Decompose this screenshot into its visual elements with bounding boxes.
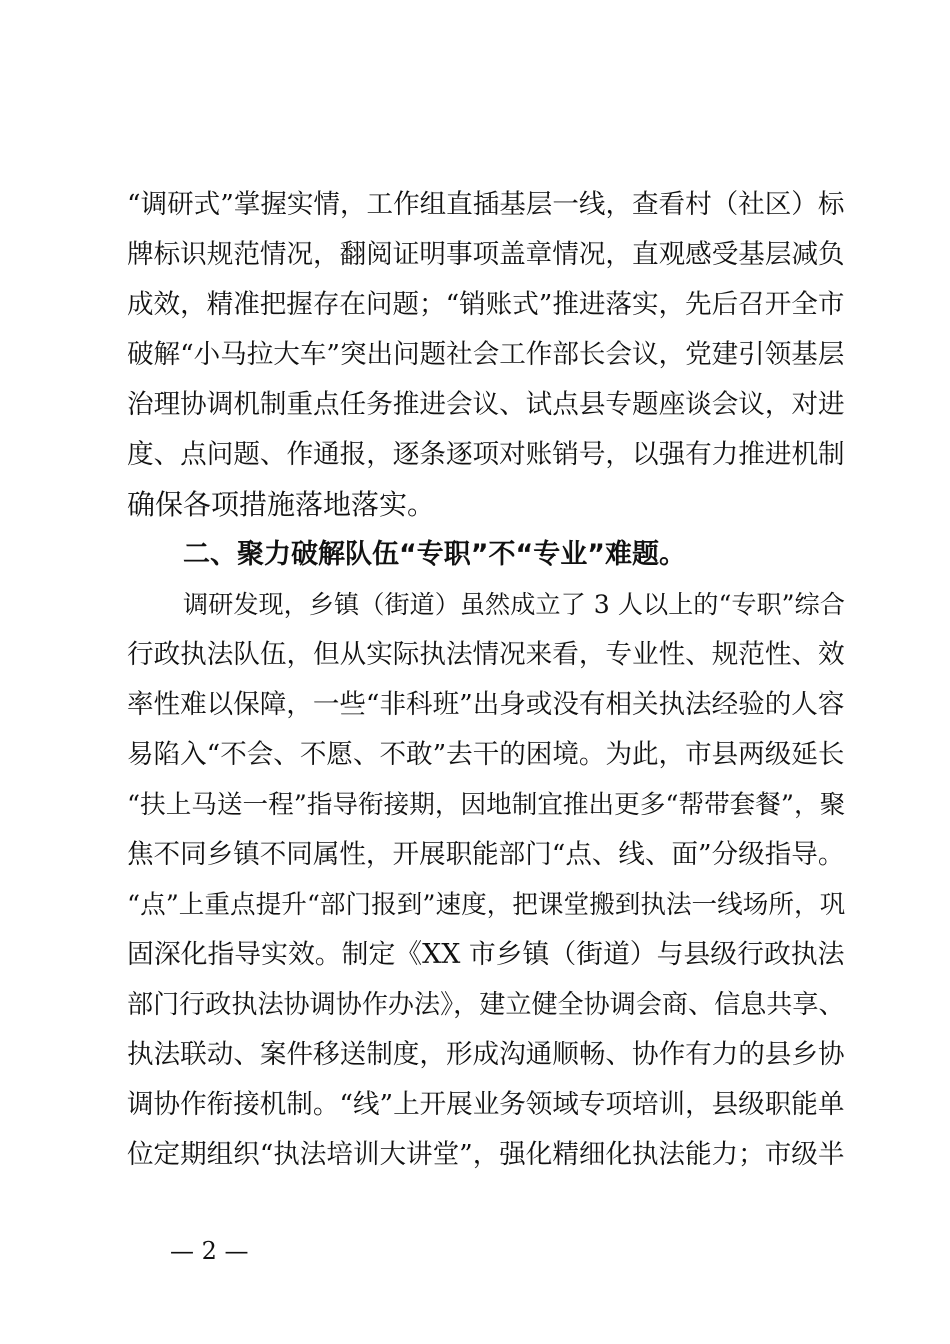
paragraph-1-line-5: 治理协调机制重点任务推进会议、试点县专题座谈会议，对进	[127, 389, 845, 420]
paragraph-1-line-2: 牌标识规范情况，翻阅证明事项盖章情况，直观感受基层减负	[127, 239, 845, 270]
paragraph-2-line-10: 执法联动、案件移送制度，形成沟通顺畅、协作有力的县乡协	[127, 1039, 845, 1070]
paragraph-1-line-4: 破解“小马拉大车”突出问题社会工作部长会议，党建引领基层	[127, 339, 845, 370]
paragraph-2-line-7: “点”上重点提升“部门报到”速度，把课堂搬到执法一线场所，巩	[127, 890, 846, 920]
paragraph-2-line-1: 调研发现，乡镇（街道）虽然成立了 3 人以上的“专职”综合	[183, 590, 845, 619]
paragraph-2-line-8: 固深化指导实效。制定《XX 市乡镇（街道）与县级行政执法	[127, 939, 845, 970]
paragraph-2-line-2: 行政执法队伍，但从实际执法情况来看，专业性、规范性、效	[127, 639, 845, 670]
section-heading: 二、聚力破解队伍“专职”不“专业”难题。	[183, 539, 686, 570]
page-number: — 2 —	[170, 1237, 249, 1265]
paragraph-2-line-12: 位定期组织“执法培训大讲堂”，强化精细化执法能力；市级半	[127, 1139, 845, 1170]
paragraph-2-line-5: “扶上马送一程”指导衔接期，因地制宜推出更多“帮带套餐”，聚	[127, 790, 846, 820]
paragraph-1-line-6: 度、点问题、作通报，逐条逐项对账销号，以强有力推进机制	[127, 439, 845, 470]
paragraph-2-line-6: 焦不同乡镇不同属性，开展职能部门“点、线、面”分级指导。	[127, 839, 845, 870]
paragraph-2-line-3: 率性难以保障，一些“非科班”出身或没有相关执法经验的人容	[127, 689, 845, 720]
paragraph-1-line-7: 确保各项措施落地落实。	[127, 488, 436, 521]
paragraph-1-line-1: “调研式”掌握实情，工作组直插基层一线，查看村（社区）标	[127, 189, 845, 220]
paragraph-2-line-11: 调协作衔接机制。“线”上开展业务领域专项培训，县级职能单	[127, 1089, 845, 1120]
paragraph-2-line-4: 易陷入“不会、不愿、不敢”去干的困境。为此，市县两级延长	[127, 739, 845, 770]
paragraph-1-line-3: 成效，精准把握存在问题；“销账式”推进落实，先后召开全市	[127, 289, 845, 320]
paragraph-2-line-9: 部门行政执法协调协作办法》，建立健全协调会商、信息共享、	[127, 990, 845, 1020]
